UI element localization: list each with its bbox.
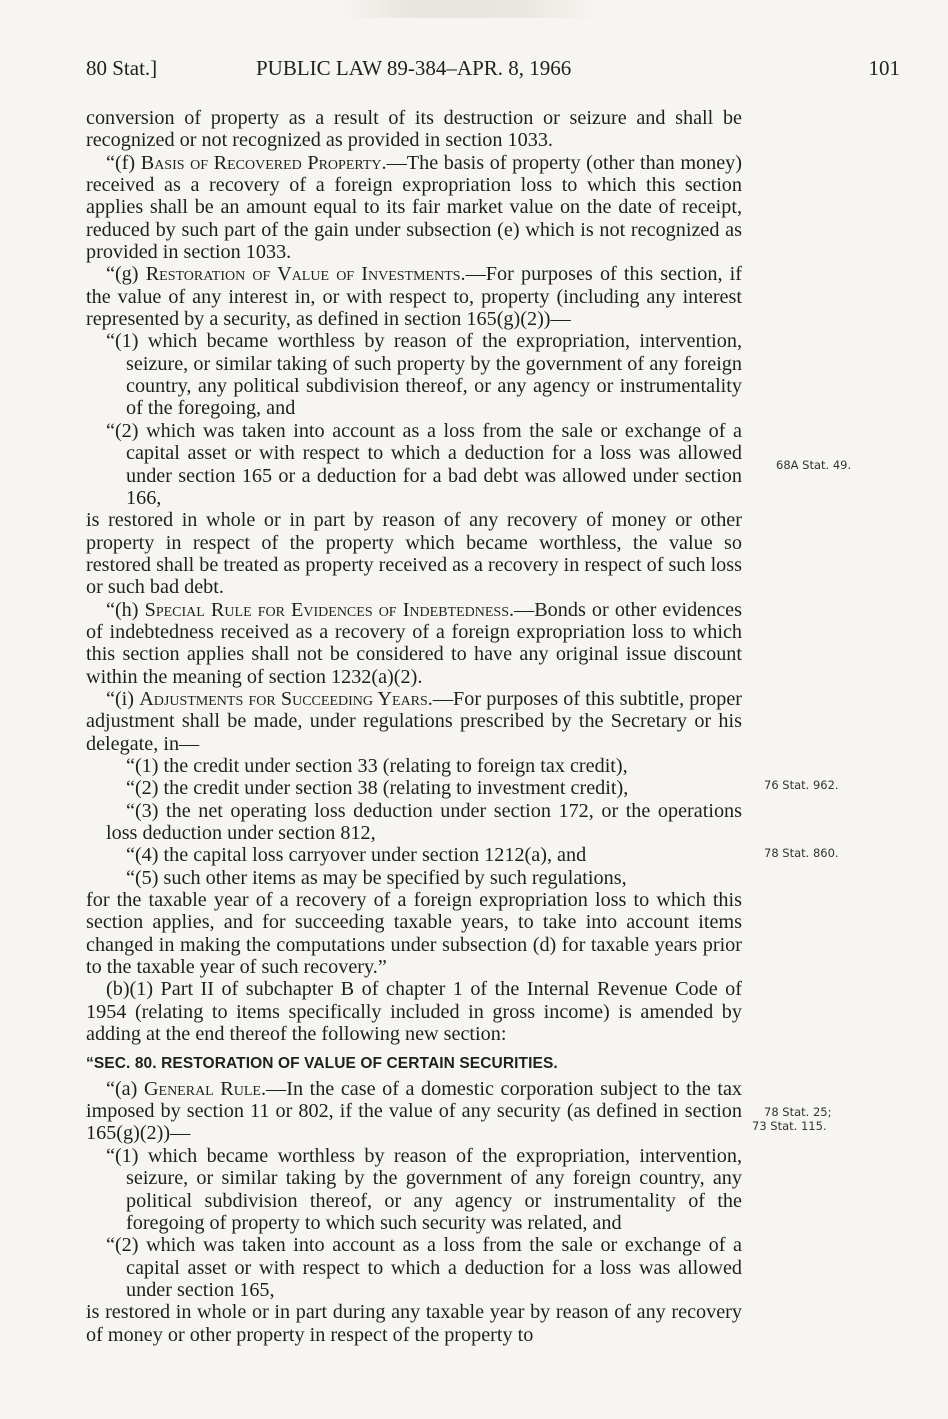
clause-g2: “(2) which was taken into account as a loss from the sale or exchange of a capital asset or with respect to which a deduction for a loss was allowed under section 165 or a deduction for a bad debt was allowed under section 166, — [106, 419, 742, 509]
margin-citation: 78 Stat. 25; — [764, 1105, 832, 1119]
scan-smudge — [340, 0, 600, 18]
clause-i3: “(3) the net operating loss deduction under section 172, or the operations loss deduction under section 812, — [106, 799, 742, 844]
clause-i4: “(4) the capital loss carryover under section 1212(a), and — [126, 844, 587, 867]
page-header — [86, 56, 900, 86]
header-title: PUBLIC LAW 89-384–APR. 8, 1966 — [256, 56, 572, 80]
clause-g1: “(1) which became worthless by reason of the expropriation, intervention, seizure, or similar taking of such property by the government of any foreign country, any political subdivision thereof, or any agency or instrumentality of the foregoing, and — [106, 330, 742, 420]
subsection-heading: Basis of Recovered Property. — [140, 151, 387, 174]
subsection-g — [86, 263, 742, 330]
clause-i1: “(1) the credit under section 33 (relating to foreign tax credit), — [126, 754, 628, 777]
paragraph: conversion of property as a result of its destruction or seizure and shall be recognized or not recognized as provided in section 1033. — [86, 107, 742, 152]
margin-citation: 78 Stat. 860. — [764, 846, 839, 860]
subsection-text: —Bonds or other evidences of indebtedness received as a recovery of a foreign expropriation loss to which this section applies shall not be considered to have any original issue discount within the meaning of section 1232(a)(2). — [86, 598, 743, 688]
subsection-heading: Special Rule for Evidences of Indebtedness. — [144, 598, 515, 621]
subsection-label: “(f) — [106, 151, 141, 174]
subsection-label: “(i) — [106, 687, 140, 710]
subsection-text: —For purposes of this subtitle, proper adjustment shall be made, under regulations prescribed by the Secretary or his delegate, in— — [86, 687, 742, 755]
subsection-text: —For purposes of this section, if the value of any interest in, or with respect to, property (including any interest represented by a security, as defined in section 165(g)(2))— — [86, 263, 743, 331]
subsection-text: —The basis of property (other than money) received as a recovery of a foreign expropriation loss to which this section applies shall be an amount equal to its fair market value on the date of receipt, reduced by such part of the gain under subsection (e) which is not recognized as provided in section 1033. — [86, 151, 742, 264]
subsection-heading: General Rule. — [143, 1077, 267, 1100]
subsection-i — [86, 688, 742, 755]
subsection-heading: Restoration of Value of Investments. — [145, 263, 466, 286]
section-heading: “SEC. 80. RESTORATION OF VALUE OF CERTAIN SECURITIES. — [86, 1055, 558, 1073]
subsection-a — [86, 1078, 742, 1145]
paragraph: is restored in whole or in part during any taxable year by reason of any recovery of money or other property in respect of the property to — [86, 1301, 742, 1346]
header-page-number: 101 — [868, 56, 900, 80]
subsection-heading: Adjustments for Succeeding Years. — [139, 687, 433, 710]
clause-a1: “(1) which became worthless by reason of the expropriation, intervention, seizure, or similar taking by the government of any foreign country, any political subdivision thereof, or any agency or instrumentality of the foregoing of property to which such security was related, and — [106, 1144, 742, 1234]
clause-i5: “(5) such other items as may be specified by such regulations, — [126, 866, 627, 889]
clause-a2: “(2) which was taken into account as a loss from the sale or exchange of a capital asset or with respect to which a deduction for a loss was allowed under section 165, — [106, 1234, 742, 1301]
subsection-label: “(g) — [106, 263, 146, 286]
margin-citation: 73 Stat. 115. — [752, 1119, 827, 1133]
header-volume: 80 Stat.] — [86, 56, 158, 80]
paragraph-b1: (b)(1) Part II of subchapter B of chapter 1 of the Internal Revenue Code of 1954 (relating to items specifically included in gross income) is amended by adding at the end thereof the following new section: — [86, 978, 742, 1046]
clause-i2: “(2) the credit under section 38 (relating to investment credit), — [126, 777, 629, 800]
paragraph: is restored in whole or in part by reason of any recovery of money or other property in respect of the property which became worthless, the value so restored shall be treated as property received as a recovery in respect of such loss or such bad debt. — [86, 509, 742, 599]
subsection-label: “(h) — [106, 598, 145, 621]
subsection-h — [86, 599, 742, 688]
document-body — [86, 107, 742, 1346]
margin-citation: 76 Stat. 962. — [764, 778, 839, 792]
margin-citation: 68A Stat. 49. — [776, 458, 852, 472]
paragraph: for the taxable year of a recovery of a foreign expropriation loss to which this section applies, and for succeeding taxable years, to take into account items changed in making the computations under subsection (d) for taxable years prior to the taxable year of such recovery.” — [86, 889, 742, 979]
subsection-f — [86, 152, 742, 264]
subsection-text: —In the case of a domestic corporation subject to the tax imposed by section 11 or 802, if the value of any security (as defined in section 165(g)(2))— — [86, 1077, 742, 1145]
subsection-label: “(a) — [106, 1077, 144, 1100]
